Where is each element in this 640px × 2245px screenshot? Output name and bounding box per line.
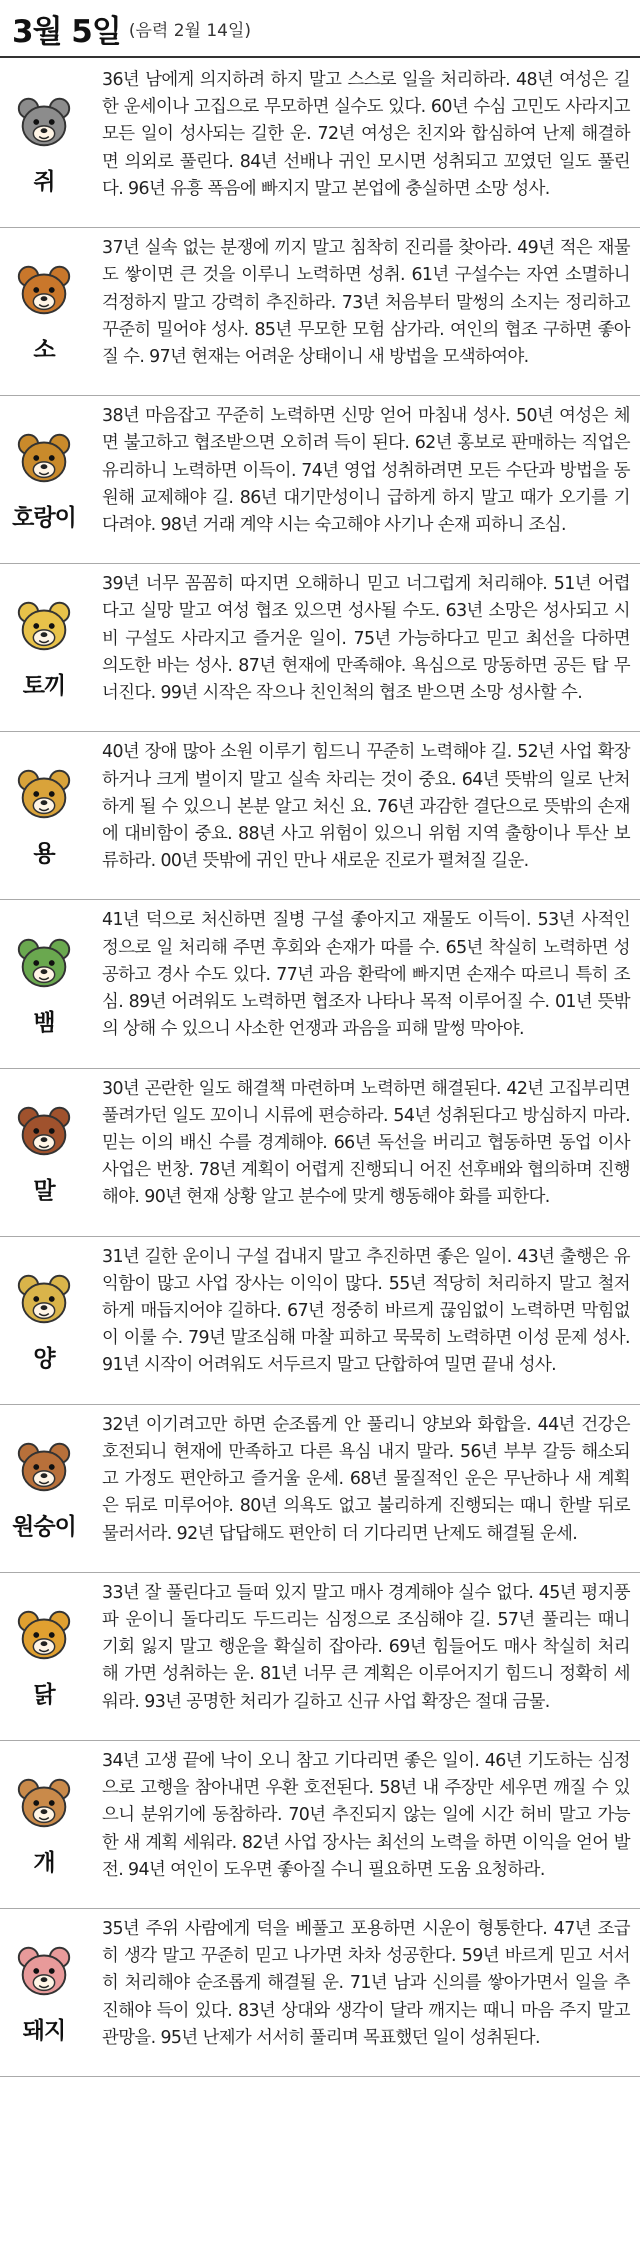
fortune-row [0, 1909, 640, 2077]
fortune-row [0, 1741, 640, 1909]
zodiac-name: 토끼 [22, 673, 66, 700]
horse-icon [13, 1100, 75, 1162]
zodiac-cell [0, 1405, 88, 1572]
zodiac-name: 돼지 [22, 2018, 66, 2045]
fortune-row [0, 1069, 640, 1237]
fortune-text: 31년 길한 운이니 구설 겁내지 말고 추진하면 좋은 일이. 43년 출행은 유익함이 많고 사업 장사는 이익이 많다. 55년 적당히 처리하지 말고 철저하게 매듭지어야 길하다. 67년 정중히 바르게 끊임없이 노력하면 막힘없이 이룰 수. 79년 말조심해 마찰 피하고 묵묵히 노력하면 이성 문제 성사. 91년 시작이 어려워도 서두르지 말고 단합하여 밀면 끝내 성사. [102, 1246, 630, 1376]
fortune-row [0, 1573, 640, 1741]
zodiac-cell [0, 396, 88, 563]
zodiac-cell [0, 60, 88, 227]
rabbit-icon [13, 595, 75, 657]
zodiac-name: 호랑이 [12, 505, 76, 532]
zodiac-name: 뱀 [33, 1009, 55, 1036]
zodiac-name: 쥐 [33, 169, 55, 196]
zodiac-cell [0, 1909, 88, 2076]
zodiac-name: 말 [33, 1177, 55, 1204]
fortune-text: 33년 잘 풀린다고 들떠 있지 말고 매사 경계해야 실수 없다. 45년 평지풍파 운이니 돌다리도 두드리는 심정으로 조심해야 길. 57년 풀리는 때니 기회 잃지 말고 행운을 확실히 잡아라. 69년 힘들어도 매사 착실히 처리해 가면 성취하는 운. 81년 너무 큰 계획은 이루어지기 힘드니 정확히 세워라. 93년 공명한 처리가 길하고 신규 사업 확장은 절대 금물. [102, 1582, 630, 1712]
sheep-icon [13, 1268, 75, 1330]
fortune-text: 35년 주위 사람에게 덕을 베풀고 포용하면 시운이 형통한다. 47년 조급히 생각 말고 꾸준히 믿고 나가면 차차 성공한다. 59년 바르게 믿고 서서히 처리해야 순조롭게 해결될 운. 71년 남과 신의를 쌓아가면서 일을 추진해야 득이 있다. 83년 상대와 생각이 달라 깨지는 때니 마음 주지 말고 관망을. 95년 난제가 서서히 풀리며 목표했던 일이 성취된다. [102, 1919, 630, 2048]
snake-icon [13, 932, 75, 994]
dog-icon [13, 1772, 75, 1834]
fortune-list [0, 60, 640, 2077]
fortune-row [0, 732, 640, 900]
date-title: 3월 5일 [12, 13, 121, 50]
fortune-text: 30년 곤란한 일도 해결책 마련하며 노력하면 해결된다. 42년 고집부리면 풀려가던 일도 꼬이니 시류에 편승하라. 54년 성취된다고 방심하지 마라. 믿는 이의 배신 수를 경계해야. 66년 독선을 버리고 협동하면 동업 이사 사업은 번창. 78년 계획이 어렵게 진행되니 어진 선후배와 협의하며 진행해야. 90년 현재 상황 알고 분수에 맞게 행동해야 화를 피한다. [102, 1078, 630, 1208]
zodiac-cell [0, 228, 88, 395]
fortune-row [0, 1237, 640, 1405]
header [0, 0, 640, 58]
zodiac-name: 양 [33, 1345, 55, 1372]
zodiac-name: 용 [33, 841, 55, 868]
pig-icon [13, 1940, 75, 2002]
lunar-date: (음력 2월 14일) [128, 20, 252, 41]
zodiac-name: 원숭이 [12, 1513, 76, 1540]
dragon-icon [13, 763, 75, 825]
zodiac-cell [0, 1741, 88, 1908]
fortune-row [0, 564, 640, 732]
fortune-text: 37년 실속 없는 분쟁에 끼지 말고 침착히 진리를 찾아라. 49년 적은 재물도 쌓이면 큰 것을 이루니 노력하면 성취. 61년 구설수는 자연 소멸하니 걱정하지 말고 강력히 추진하라. 73년 처음부터 말썽의 소지는 정리하고 꾸준히 밀어야 성사. 85년 무모한 모험 삼가라. 여인의 협조 구하면 좋아질 수. 97년 현재는 어려운 상태이니 새 방법을 모색하여야. [102, 238, 630, 367]
zodiac-cell [0, 1237, 88, 1404]
fortune-row [0, 1405, 640, 1573]
fortune-row [0, 900, 640, 1068]
fortune-text: 34년 고생 끝에 낙이 오니 참고 기다리면 좋은 일이. 46년 기도하는 심정으로 고행을 참아내면 우환 호전된다. 58년 내 주장만 세우면 깨질 수 있으니 분위기에 동참하라. 70년 추진되지 않는 일에 시간 허비 말고 가능한 새 계획 세워라. 82년 사업 장사는 최선의 노력을 하면 이익을 얻어 발전. 94년 여인이 도우면 좋아질 수니 필요하면 도움 요청하라. [102, 1750, 630, 1880]
fortune-row [0, 60, 640, 228]
zodiac-cell [0, 564, 88, 731]
fortune-text: 41년 덕으로 처신하면 질병 구설 좋아지고 재물도 이득이. 53년 사적인 정으로 일 처리해 주면 후회와 손재가 따를 수. 65년 착실히 노력하면 성공하고 경사 수도 있다. 77년 과음 환락에 빠지면 손재수 따르니 특히 조심. 89년 어려워도 노력하면 협조자 나타나 목적 이루어질 수. 01년 뜻밖의 상해 수 있으니 사소한 언쟁과 과음을 피해 말썽 막아야. [102, 910, 630, 1040]
fortune-row [0, 396, 640, 564]
monkey-icon [13, 1436, 75, 1498]
fortune-text: 39년 너무 꼼꼼히 따지면 오해하니 믿고 너그럽게 처리해야. 51년 어렵다고 실망 말고 여성 협조 있으면 성사될 수도. 63년 소망은 성사되고 시비 구설도 사라지고 즐거운 일이. 75년 가능하다고 믿고 최선을 다하면 의도한 바는 성사. 87년 현재에 만족해야. 욕심으로 망동하면 공든 탑 무너진다. 99년 시작은 작으나 친인척의 협조 받으면 소망 성사할 수. [102, 574, 630, 704]
fortune-text: 38년 마음잡고 꾸준히 노력하면 신망 얻어 마침내 성사. 50년 여성은 체면 불고하고 협조받으면 오히려 득이 된다. 62년 홍보로 판매하는 직업은 유리하니 노력하면 이득이. 74년 영업 성취하려면 모든 수단과 방법을 동원해 교제해야 길. 86년 대기만성이니 급하게 하지 말고 때가 오기를 기다려야. 98년 거래 계약 시는 숙고해야 사기나 손재 피하니 조심. [102, 406, 630, 535]
zodiac-cell [0, 1573, 88, 1740]
zodiac-cell [0, 900, 88, 1067]
fortune-text: 40년 장애 많아 소원 이루기 힘드니 꾸준히 노력해야 길. 52년 사업 확장하거나 크게 벌이지 말고 실속 차리는 것이 중요. 64년 뜻밖의 일로 난처하게 될 수 있으니 본분 알고 처신 요. 76년 과감한 결단으로 뜻밖의 손재에 대비함이 중요. 88년 사고 위험이 있으니 위험 지역 출항이나 투산 보류하라. 00년 뜻밖에 귀인 만나 새로운 진로가 펼쳐질 길운. [102, 742, 630, 872]
ox-icon [13, 259, 75, 321]
zodiac-name: 소 [33, 337, 55, 364]
zodiac-name: 개 [33, 1849, 55, 1876]
fortune-row [0, 228, 640, 396]
zodiac-cell [0, 1069, 88, 1236]
fortune-text: 32년 이기려고만 하면 순조롭게 안 풀리니 양보와 화합을. 44년 건강은 호전되니 현재에 만족하고 다른 욕심 내지 말라. 56년 부부 갈등 해소되고 가정도 편안하고 즐거울 운세. 68년 물질적인 운은 무난하나 새 계획은 뒤로 미루어야. 80년 의욕도 없고 불리하게 진행되는 때니 한발 뒤로 물러서라. 92년 답답해도 편안히 더 기다리면 난제도 해결될 운세. [102, 1414, 630, 1544]
zodiac-cell [0, 732, 88, 899]
tiger-icon [13, 427, 75, 489]
zodiac-name: 닭 [33, 1681, 55, 1708]
rooster-icon [13, 1604, 75, 1666]
rat-icon [13, 91, 75, 153]
fortune-text: 36년 남에게 의지하려 하지 말고 스스로 일을 처리하라. 48년 여성은 길한 운세이나 고집으로 무모하면 실수도 있다. 60년 수심 고민도 사라지고 모든 일이 성사되는 길한 운. 72년 여성은 친지와 합심하여 난제 해결하면 의외로 풀린다. 84년 선배나 귀인 모시면 성취되고 꼬였던 일도 풀린다. 96년 유흥 폭음에 빠지지 말고 본업에 충실하면 소망 성사. [102, 70, 630, 199]
